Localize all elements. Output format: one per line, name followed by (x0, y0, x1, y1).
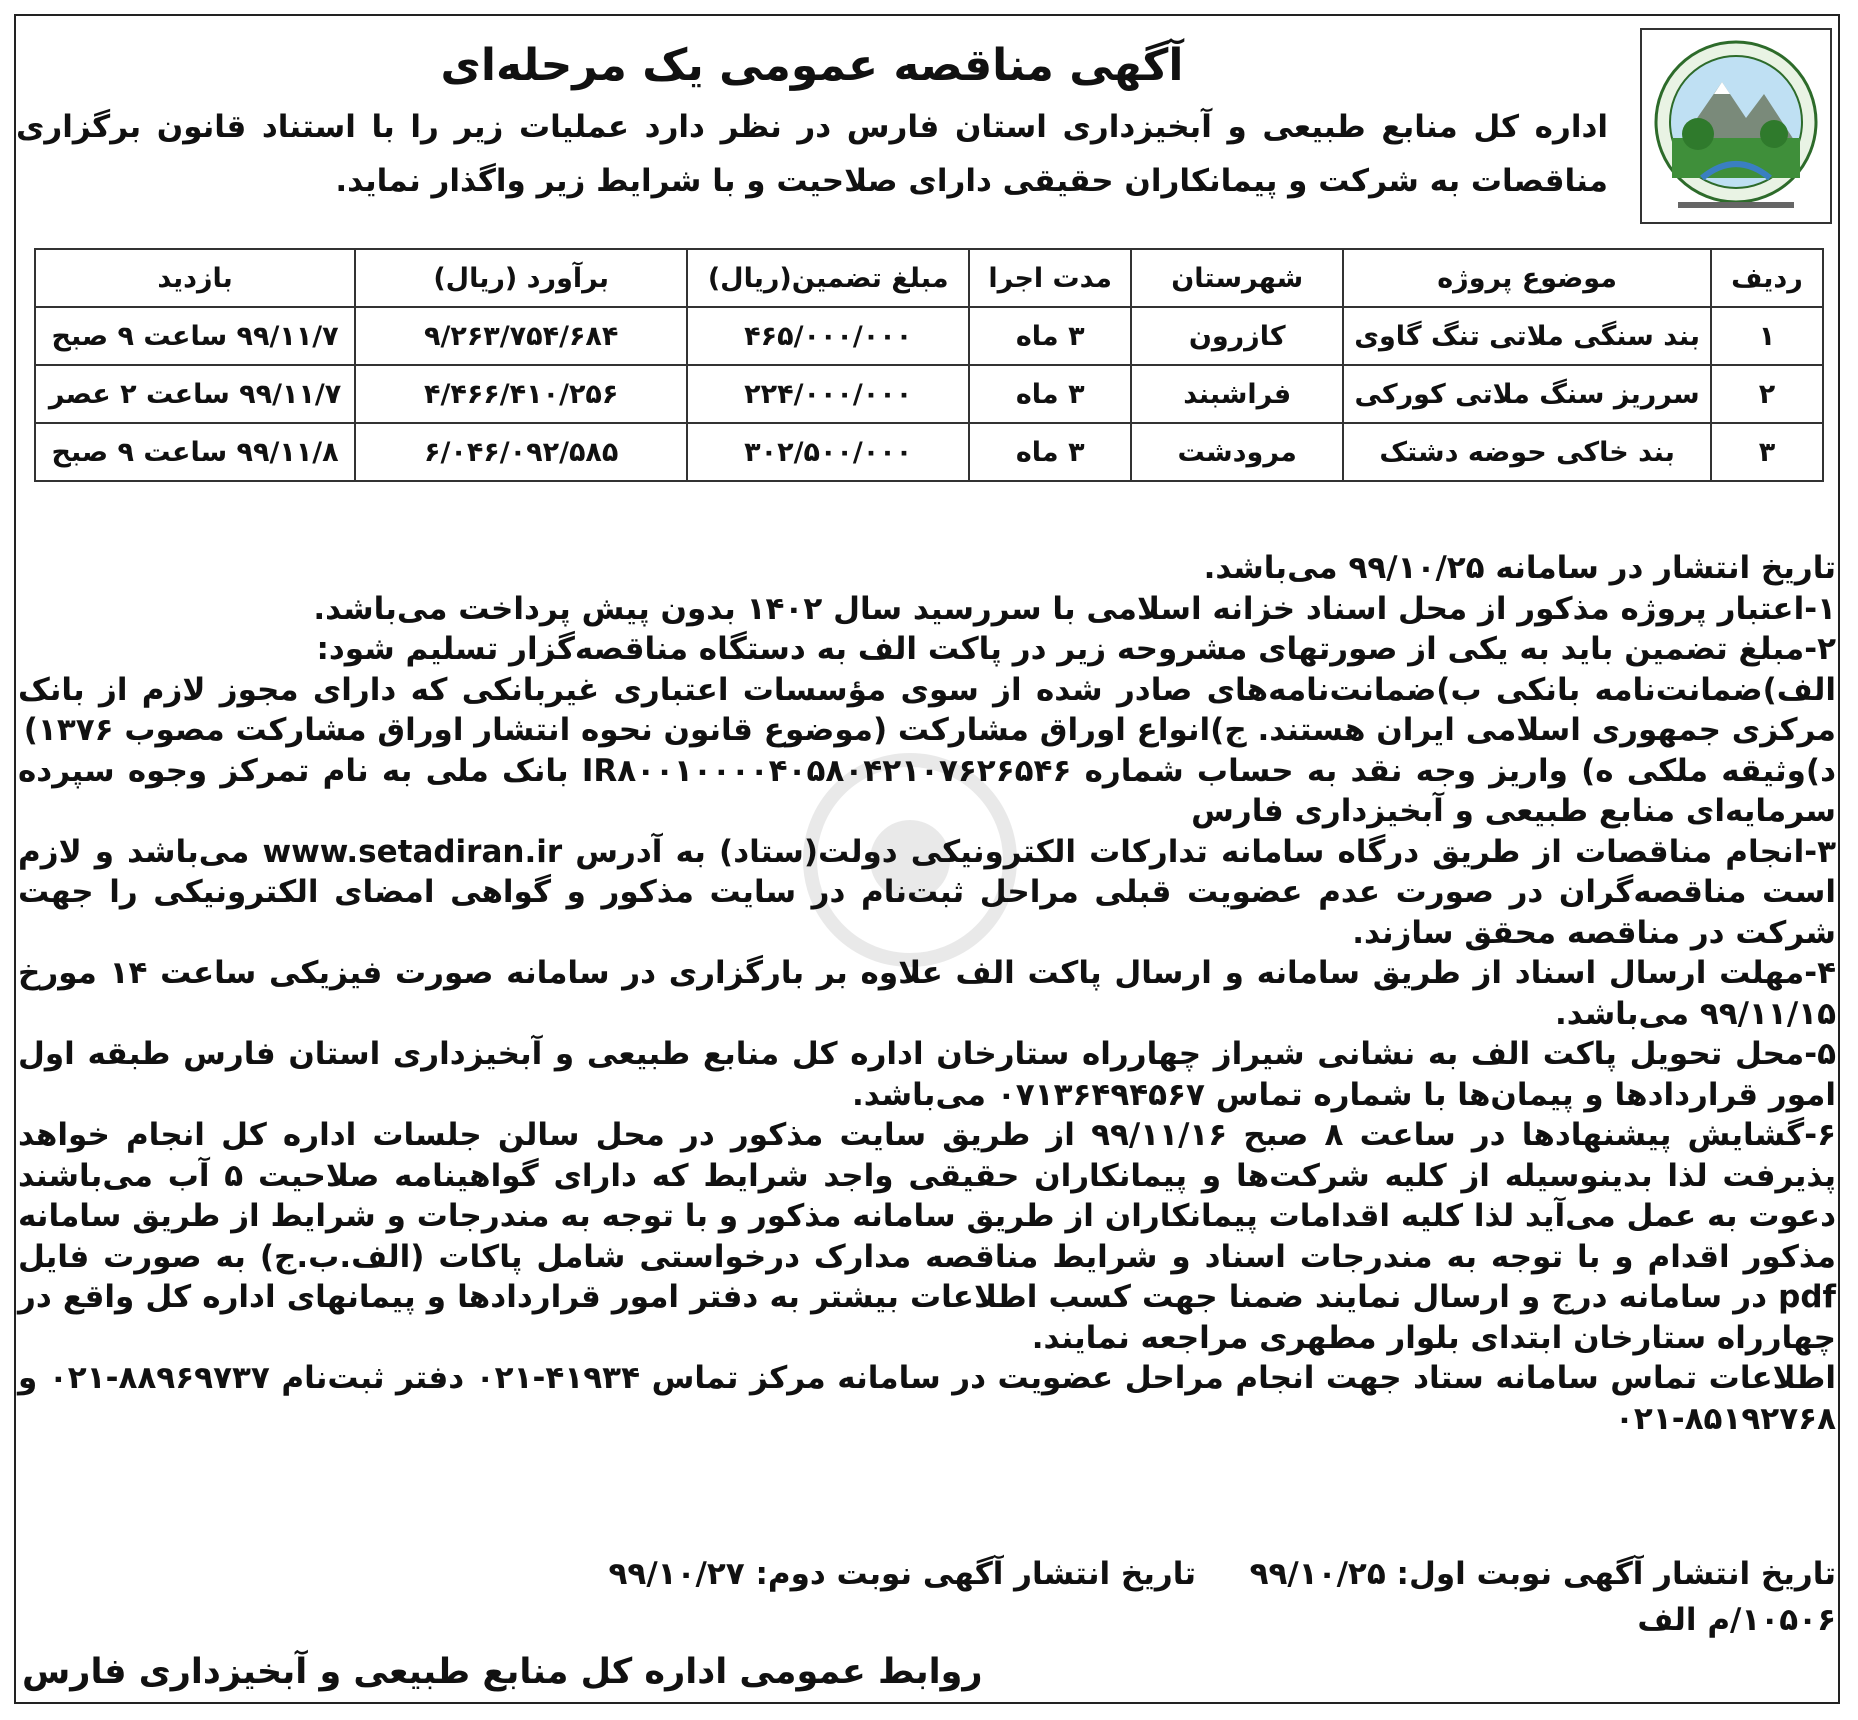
cell-guarantee: ۳۰۲/۵۰۰/۰۰۰ (687, 423, 969, 481)
col-header-guarantee: مبلغ تضمین(ریال) (687, 249, 969, 307)
cell-duration: ۳ ماه (969, 365, 1131, 423)
table-row (35, 365, 1823, 423)
notice-intro: اداره کل منابع طبیعی و آبخیزداری استان فارس در نظر دارد عملیات زیر را با استناد قانون برگزاری مناقصات به شرکت و پیمانکاران حقیقی دارای صلاحیت و با شرایط زیر واگذار نماید. (16, 109, 1608, 199)
publication-dates (18, 1556, 1836, 1600)
col-header-project: موضوع پروژه (1343, 249, 1711, 307)
notice-header (16, 36, 1608, 208)
cell-county: مرودشت (1131, 423, 1343, 481)
notice-title: آگهی مناقصه عمومی یک مرحله‌ای (440, 40, 1184, 91)
cell-project: بند سنگی ملاتی تنگ گاوی (1343, 307, 1711, 365)
clause-3-setad-portal: ۳-انجام مناقصات از طریق درگاه سامانه تدارکات الکترونیکی دولت(ستاد) به آدرس www.setadiran.ir می‌باشد و لازم است مناقصه‌گران در صورت عدم عضویت قبلی مراحل ثبت‌نام در سایت مذکور و گواهی امضای الکترونیکی را جهت شرکت در مناقصه محقق سازند. (18, 833, 1836, 951)
guarantee-options-d-e: د)وثیقه ملکی ه) واریز وجه نقد به حساب شماره IR۸۰۰۱۰۰۰۰۴۰۵۸۰۴۲۱۰۷۶۲۶۵۴۶ بانک ملی به نام تمرکز وجوه سپرده سرمایه‌ای منابع طبیعی و آبخیزداری فارس (18, 752, 1836, 829)
col-header-estimate: برآورد (ریال) (355, 249, 687, 307)
cell-county: کازرون (1131, 307, 1343, 365)
cell-row-number: ۱ (1711, 307, 1823, 365)
cell-estimate: ۴/۴۶۶/۴۱۰/۲۵۶ (355, 365, 687, 423)
tender-table (34, 248, 1824, 482)
col-header-duration: مدت اجرا (969, 249, 1131, 307)
public-relations-signature: روابط عمومی اداره کل منابع طبیعی و آبخیزداری فارس (22, 1652, 983, 1692)
publication-date-text: تاریخ انتشار در سامانه ۹۹/۱۰/۲۵ می‌باشد. (1203, 550, 1836, 586)
col-header-row-number: ردیف (1711, 249, 1823, 307)
cell-row-number: ۲ (1711, 365, 1823, 423)
cell-project: سرریز سنگ ملاتی کورکی (1343, 365, 1711, 423)
col-header-county: شهرستان (1131, 249, 1343, 307)
cell-county: فراشبند (1131, 365, 1343, 423)
cell-guarantee: ۴۶۵/۰۰۰/۰۰۰ (687, 307, 969, 365)
cell-visit: ۹۹/۱۱/۷ ساعت ۲ عصر (35, 365, 355, 423)
cell-estimate: ۶/۰۴۶/۰۹۲/۵۸۵ (355, 423, 687, 481)
setad-contact-info: اطلاعات تماس سامانه ستاد جهت انجام مراحل عضویت در سامانه مرکز تماس ۴۱۹۳۴-۰۲۱ دفتر ثبت‌نام ۸۸۹۶۹۷۳۷-۰۲۱ و ۸۵۱۹۲۷۶۸-۰۲۱ (18, 1360, 1837, 1437)
organization-logo (1640, 28, 1832, 224)
cell-visit: ۹۹/۱۱/۸ ساعت ۹ صبح (35, 423, 355, 481)
cell-duration: ۳ ماه (969, 307, 1131, 365)
clause-4-deadline: ۴-مهلت ارسال اسناد از طریق سامانه و ارسال پاکت الف علاوه بر بارگزاری در سامانه صورت فیزیکی ساعت ۱۴ مورخ ۹۹/۱۱/۱۵ می‌باشد. (18, 955, 1836, 1032)
cell-guarantee: ۲۲۴/۰۰۰/۰۰۰ (687, 365, 969, 423)
cell-duration: ۳ ماه (969, 423, 1131, 481)
table-header-row (35, 249, 1823, 307)
second-publication-date: تاریخ انتشار آگهی نوبت دوم: ۹۹/۱۰/۲۷ (608, 1556, 1196, 1592)
clause-1-funding: ۱-اعتبار پروژه مذکور از محل اسناد خزانه اسلامی با سررسید سال ۱۴۰۲ بدون پیش پرداخت می‌باشد. (313, 590, 1836, 627)
clause-5-delivery-address: ۵-محل تحویل پاکت الف به نشانی شیراز چهارراه ستارخان اداره کل منابع طبیعی و آبخیزداری استان فارس طبقه اول امور قراردادها و پیمان‌ها با شماره تماس ۰۷۱۳۶۴۹۴۵۶۷ می‌باشد. (18, 1036, 1836, 1113)
cell-project: بند خاکی حوضه دشتک (1343, 423, 1711, 481)
guarantee-options-a-c: الف)ضمانت‌نامه بانکی ب)ضمانت‌نامه‌های صادر شده از سوی مؤسسات اعتباری غیربانکی که دارای مجوز لازم از بانک مرکزی جمهوری اسلامی ایران هستند. ج)انواع اوراق مشارکت (موضوع قانون نحوه انتشار اوراق مشارکت مصوب ۱۳۷۶) (18, 671, 1836, 748)
clause-6-opening: ۶-گشایش پیشنهادها در ساعت ۸ صبح ۹۹/۱۱/۱۶ از طریق سایت مذکور در محل سالن جلسات اداره کل انجام خواهد پذیرفت لذا بدینوسیله از کلیه شرکت‌ها و پیمانکاران حقیقی واجد شرایط که دارای گواهینامه صلاحیت ۵ آب می‌باشند دعوت به عمل می‌آید لذا کلیه اقدامات پیمانکاران از طریق سامانه مذکور و با توجه به مندرجات و شرایط از طریق سامانه مذکور اقدام و با توجه به مندرجات اسناد و شرایط مناقصه مدارک درخواستی شامل پاکات (الف.ب.ج) به صورت فایل pdf در سامانه درج و ارسال نمایند ضمنا جهت کسب اطلاعات بیشتر به دفتر امور قراردادها و پیمانهای اداره کل واقع در چهارراه ستارخان ابتدای بلوار مطهری مراجعه نمایند. (18, 1117, 1836, 1356)
table-row (35, 423, 1823, 481)
document-code: ۱۰۵۰۶/م الف (1637, 1602, 1836, 1638)
clause-2-guarantee: ۲-مبلغ تضمین باید به یکی از صورتهای مشروحه زیر در پاکت الف به دستگاه مناقصه‌گزار تسلیم شود: (316, 631, 1836, 667)
col-header-visit: بازدید (35, 249, 355, 307)
table-row (35, 307, 1823, 365)
cell-row-number: ۳ (1711, 423, 1823, 481)
notice-body (18, 548, 1836, 1439)
cell-visit: ۹۹/۱۱/۷ ساعت ۹ صبح (35, 307, 355, 365)
cell-estimate: ۹/۲۶۳/۷۵۴/۶۸۴ (355, 307, 687, 365)
first-publication-date: تاریخ انتشار آگهی نوبت اول: ۹۹/۱۰/۲۵ (1249, 1556, 1836, 1592)
